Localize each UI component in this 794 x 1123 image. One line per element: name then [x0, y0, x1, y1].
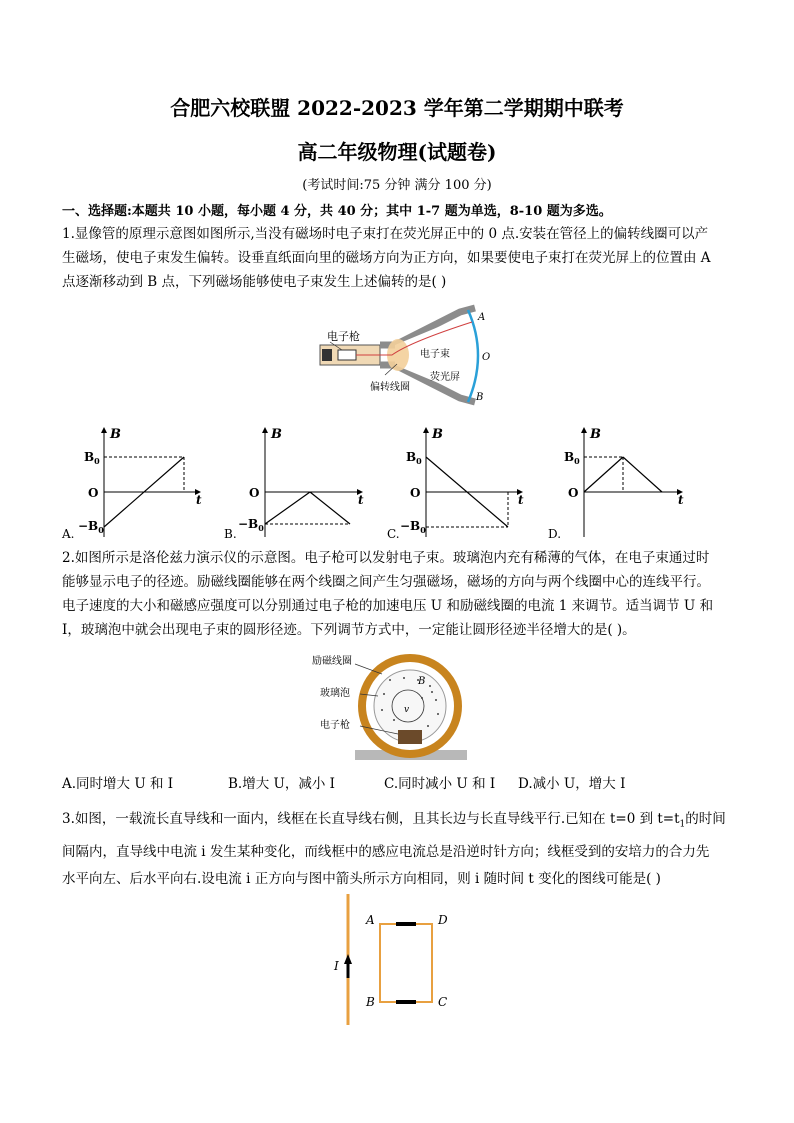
graph-d-xlabel: t [678, 493, 684, 507]
label-electron-gun: 电子枪 [320, 720, 350, 731]
label-coil: 偏转线圈 [370, 382, 410, 393]
graph-d [548, 427, 684, 541]
q2-line-1: 2.如图所示是洛伦兹力演示仪的示意图。电子枪可以发射电子束。玻璃泡内充有稀薄的气体，在电子束通过时 [62, 550, 710, 566]
point-b: B [476, 392, 484, 403]
graph-c-origin: O [410, 486, 421, 500]
q1-line-2: 生磁场，使电子束发生偏转。设垂直纸面向里的磁场方向为正方向，如果要使电子束打在荧光屏上的位置由 A [62, 250, 711, 266]
graph-b-xlabel: t [358, 493, 364, 507]
gun-anode [338, 350, 356, 360]
graph-c [387, 427, 524, 541]
label-b-field: B [418, 676, 426, 687]
q1-graphs [60, 422, 740, 544]
q2-line-3: 电子速度的大小和磁感应强度可以分别通过电子枪的加速电压 U 和励磁线圈的电流 1 来调节。适当调节 U 和 [62, 598, 714, 614]
label-corner-d: D [438, 913, 448, 927]
graph-a [61, 427, 202, 541]
q3-line-2: 间隔内，直导线中电流 i 发生某种变化，而线框中的感应电流总是沿逆时针方向；线框受到的安培力的合力先 [62, 843, 710, 860]
label-current: I [334, 959, 339, 973]
label-excitation-coil: 励磁线圈 [312, 656, 352, 667]
graph-d-option: D. [548, 527, 562, 541]
q3-line-1: 3.如图，一载流长直导线和一面内，线框在长直导线右侧，且其长边与长直导线平行.已知在 t=0 到 $t=t_1$的时间 [62, 811, 726, 830]
section-heading: 一、选择题:本题共 10 小题，每小题 4 分，共 40 分；其中 1-7 题为单选，8-10 题为多选。 [62, 204, 612, 219]
graph-a-xlabel: t [196, 493, 202, 507]
graph-a-origin: O [88, 486, 99, 500]
point-a: A [478, 312, 486, 323]
exam-subtitle: 高二年级物理(试题卷) [297, 140, 497, 164]
graph-b-origin: O [249, 486, 260, 500]
q2-line-4: I，玻璃泡中就会出现电子束的圆形径迹。下列调节方式中，一定能让圆形径迹半径增大的是( )。 [62, 622, 636, 638]
graph-b-ylabel: B [271, 427, 282, 442]
graph-b-line-up [265, 492, 310, 524]
graph-b [224, 427, 364, 541]
question-3-text [62, 806, 738, 893]
q2-option-c: C.同时减小 U 和 I [384, 776, 496, 792]
graph-d-line-up [584, 457, 623, 492]
q1-line-1: 1.显像管的原理示意图如图所示,当没有磁场时电子束打在荧光屏正中的 0 点.安装在管径上的偏转线圈可以产 [62, 226, 709, 242]
graph-d-ylabel: B [590, 427, 601, 442]
graph-b-option: B. [224, 527, 237, 541]
q1-line-3: 点逐渐移动到 B 点，下列磁场能够使电子束发生上述偏转的是( ) [62, 274, 447, 290]
graph-a-option: A. [62, 527, 75, 541]
wire-loop-figure [330, 892, 460, 1027]
graph-b-line-down [310, 492, 350, 524]
label-gun: 电子枪 [327, 330, 360, 343]
q2-option-d: D.减小 U，增大 I [518, 776, 626, 792]
graph-c-xlabel: t [518, 493, 524, 507]
label-corner-a: A [366, 913, 375, 927]
electron-gun [398, 730, 422, 744]
q2-line-2: 能够显示电子的径迹。励磁线圈能够在两个线圈之间产生匀强磁场，磁场的方向与两个线圈中心的连线平行。 [62, 574, 710, 590]
loop-segment-bc [396, 1000, 416, 1004]
question-1-text [62, 222, 738, 294]
lorentz-apparatus-figure [310, 650, 480, 765]
exam-info: (考试时间:75 分钟 满分 100 分) [302, 178, 492, 193]
crt-figure [300, 302, 500, 412]
label-corner-c: C [438, 995, 448, 1009]
label-beam: 电子束 [420, 349, 450, 360]
graph-c-option: C. [387, 527, 400, 541]
graph-c-ylabel: B [432, 427, 443, 442]
graph-c-neg-b0: $-B_0$ [400, 519, 426, 535]
graph-d-origin: O [568, 486, 579, 500]
q2-option-b: B.增大 U，减小 I [228, 776, 336, 792]
graph-a-ylabel: B [110, 427, 121, 442]
gun-cathode [322, 349, 332, 361]
label-screen: 荧光屏 [430, 372, 460, 383]
label-corner-b: B [366, 995, 375, 1009]
loop-segment-ad [396, 922, 416, 926]
current-arrow-head [344, 954, 352, 964]
rectangular-loop [380, 924, 432, 1002]
fluorescent-screen [468, 310, 478, 402]
q2-option-a: A.同时增大 U 和 I [62, 776, 174, 792]
graph-a-b0: $B_0$ [84, 450, 100, 466]
graph-a-neg-b0: $-B_0$ [78, 519, 104, 535]
point-o: O [482, 352, 491, 363]
graph-c-b0: $B_0$ [406, 450, 422, 466]
graph-d-b0: $B_0$ [564, 450, 580, 466]
label-velocity: v [404, 705, 410, 715]
exam-title: 合肥六校联盟 2022-2023 学年第二学期期中联考 [170, 96, 624, 120]
graph-d-line-down [623, 457, 662, 492]
graph-b-neg-b0: $-B_0$ [238, 517, 264, 533]
q3-line-3: 水平向左、后水平向右.设电流 i 正方向与图中箭头所示方向相同，则 i 随时间 t 变化的图线可能是( ) [62, 870, 661, 887]
question-2-text [62, 546, 738, 642]
label-glass-bulb: 玻璃泡 [320, 688, 350, 699]
